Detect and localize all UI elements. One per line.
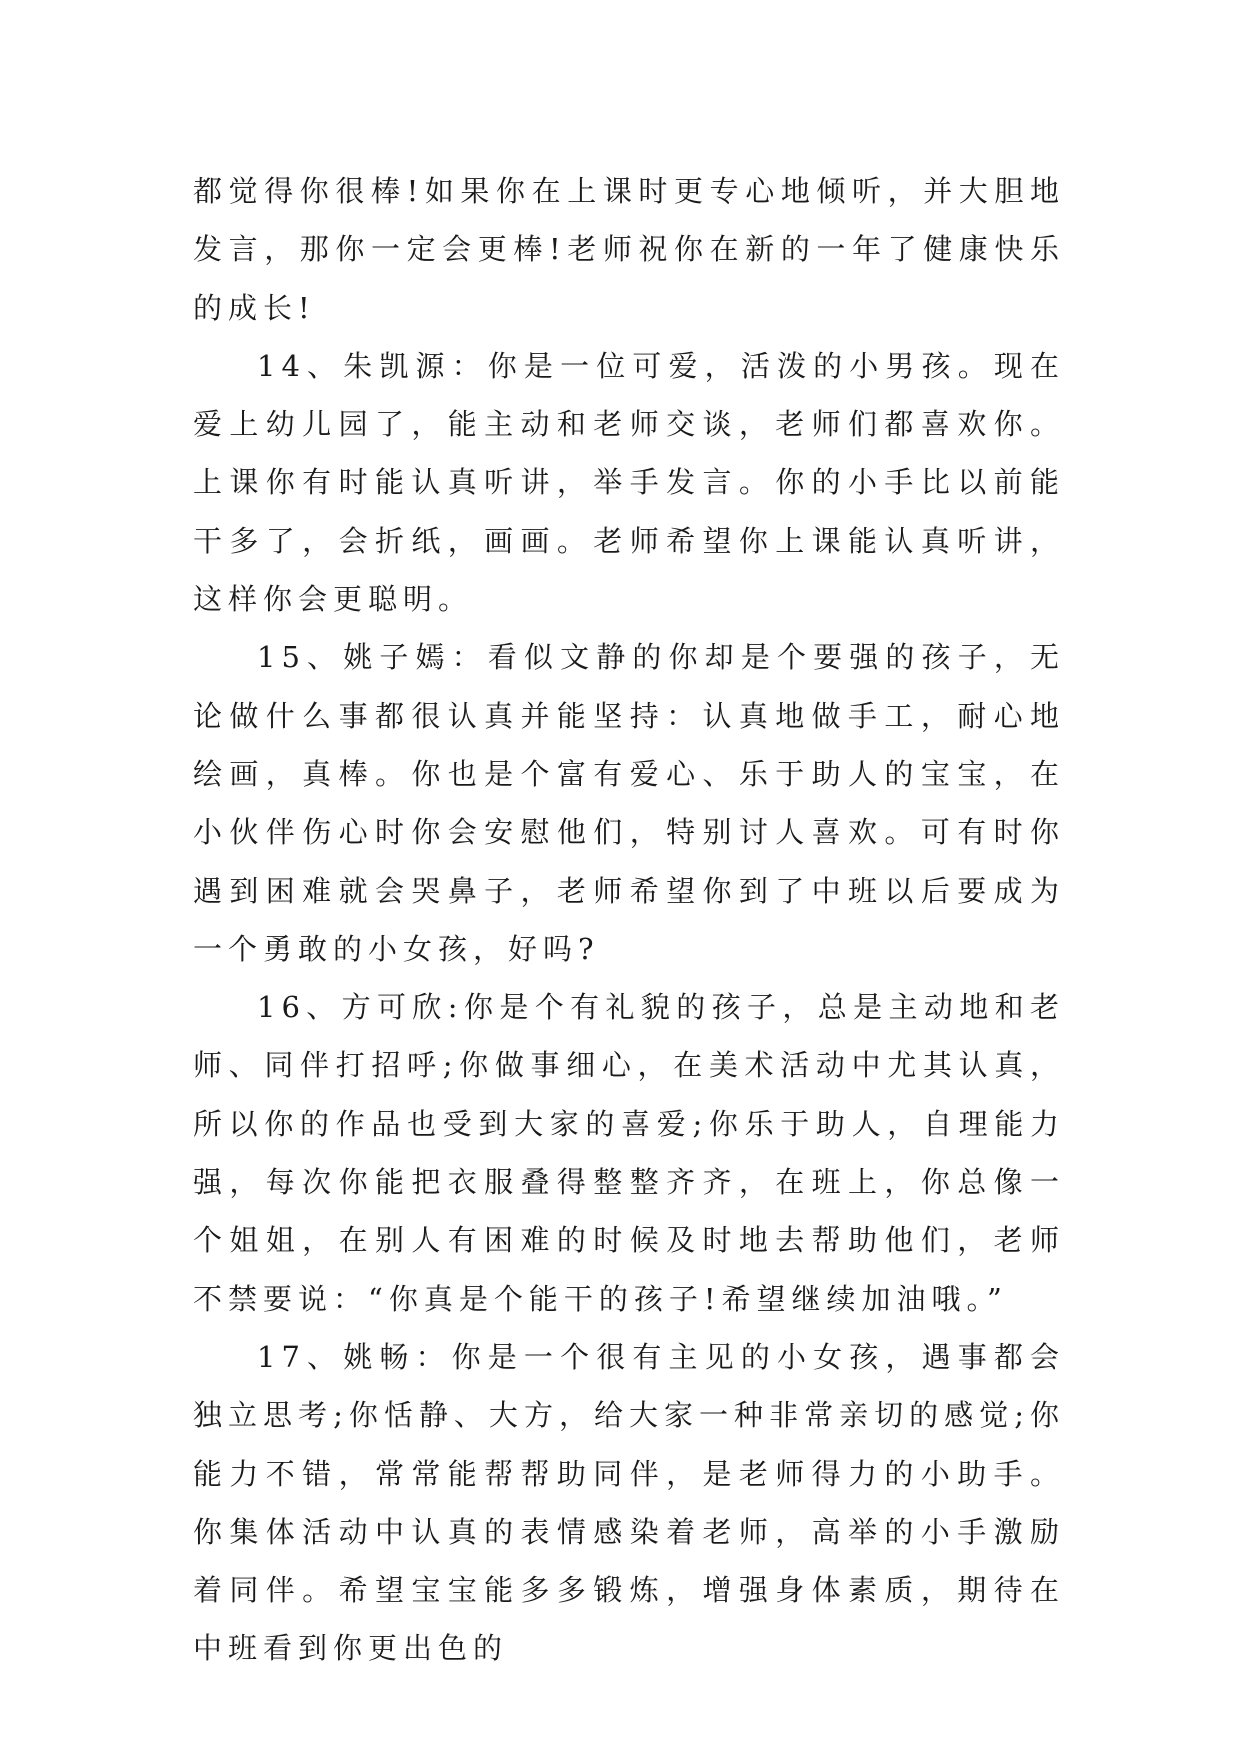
paragraph-comment-15: 15、姚子嫣：看似文静的你却是个要强的孩子，无论做什么事都很认真并能坚持：认真地做手工，耐心地绘画，真棒。你也是个富有爱心、乐于助人的宝宝，在小伙伴伤心时你会安慰他们，特别讨人喜欢。可有时你遇到困难就会哭鼻子，老师希望你到了中班以后要成为一个勇敢的小女孩，好吗? <box>193 640 1065 966</box>
paragraph-comment-17: 17、姚畅：你是一个很有主见的小女孩，遇事都会独立思考;你恬静、大方，给大家一种非常亲切的感觉;你能力不错，常常能帮帮助同伴，是老师得力的小助手。你集体活动中认真的表情感染着老师，高举的小手激励着同伴。希望宝宝能多多锻炼，增强身体素质，期待在中班看到你更出色的 <box>193 1339 1065 1666</box>
paragraph-comment-14: 14、朱凯源：你是一位可爱，活泼的小男孩。现在爱上幼儿园了，能主动和老师交谈，老师们都喜欢你。上课你有时能认真听讲，举手发言。你的小手比以前能干多了，会折纸，画画。老师希望你上课能认真听讲，这样你会更聪明。 <box>193 348 1065 617</box>
document-body <box>193 162 1065 1678</box>
paragraph-comment-16: 16、方可欣:你是个有礼貌的孩子，总是主动地和老师、同伴打招呼;你做事细心，在美术活动中尤其认真，所以你的作品也受到大家的喜爱;你乐于助人，自理能力强，每次你能把衣服叠得整整齐齐，在班上，你总像一个姐姐，在别人有困难的时候及时地去帮助他们，老师不禁要说：“你真是个能干的孩子!希望继续加油哦。” <box>193 990 1065 1316</box>
paragraph-continuation: 都觉得你很棒!如果你在上课时更专心地倾听，并大胆地发言，那你一定会更棒!老师祝你在新的一年了健康快乐的成长! <box>193 174 1065 325</box>
